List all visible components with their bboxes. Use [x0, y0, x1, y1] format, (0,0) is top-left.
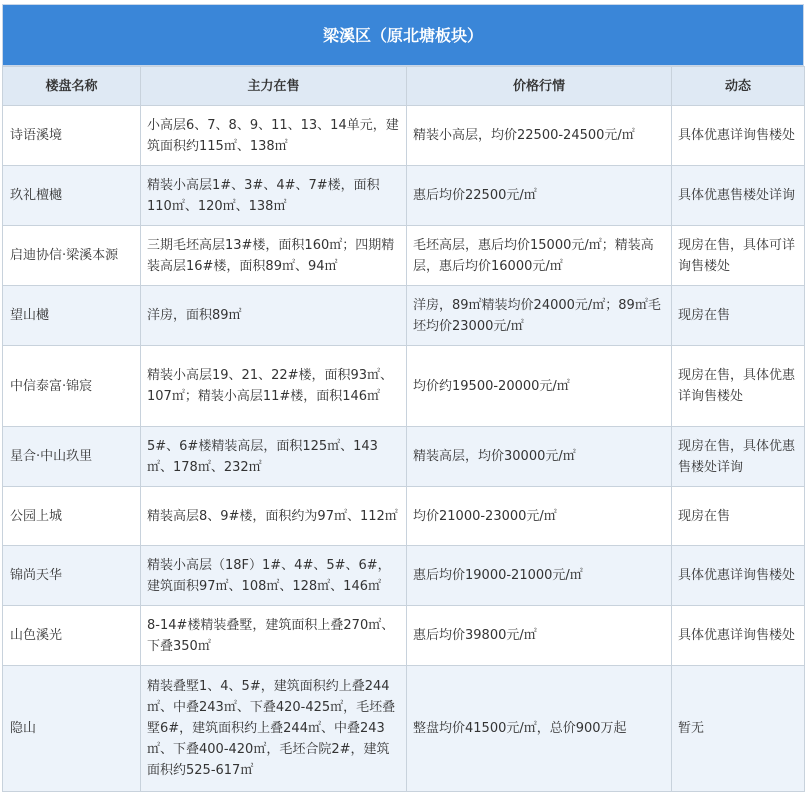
cell-units: 8-14#楼精装叠墅，建筑面积上叠270㎡、下叠350㎡	[141, 606, 407, 666]
cell-name: 公园上城	[3, 487, 141, 546]
cell-name: 星合·中山玖里	[3, 427, 141, 487]
table-row	[3, 166, 805, 226]
cell-status: 具体优惠详询售楼处	[672, 546, 805, 606]
cell-status: 现房在售，具体可详询售楼处	[672, 226, 805, 286]
cell-status: 现房在售	[672, 487, 805, 546]
cell-name: 玖礼檀樾	[3, 166, 141, 226]
table-row	[3, 286, 805, 346]
cell-status: 具体优惠详询售楼处	[672, 606, 805, 666]
cell-units: 精装小高层19、21、22#楼，面积93㎡、107㎡；精装小高层11#楼，面积146㎡	[141, 346, 407, 427]
cell-units: 洋房，面积89㎡	[141, 286, 407, 346]
table-row	[3, 606, 805, 666]
cell-units: 5#、6#楼精装高层，面积125㎡、143㎡、178㎡、232㎡	[141, 427, 407, 487]
cell-price: 惠后均价39800元/㎡	[407, 606, 672, 666]
table-row	[3, 546, 805, 606]
cell-name: 锦尚天华	[3, 546, 141, 606]
header-price: 价格行情	[407, 67, 672, 106]
table-row	[3, 666, 805, 792]
cell-name: 中信泰富·锦宸	[3, 346, 141, 427]
cell-price: 均价21000-23000元/㎡	[407, 487, 672, 546]
cell-name: 隐山	[3, 666, 141, 792]
cell-status: 具体优惠售楼处详询	[672, 166, 805, 226]
table-row	[3, 427, 805, 487]
cell-price: 惠后均价22500元/㎡	[407, 166, 672, 226]
table-row	[3, 346, 805, 427]
cell-price: 精装小高层，均价22500-24500元/㎡	[407, 106, 672, 166]
cell-name: 诗语溪境	[3, 106, 141, 166]
cell-name: 望山樾	[3, 286, 141, 346]
cell-status: 现房在售，具体优惠详询售楼处	[672, 346, 805, 427]
table-row	[3, 226, 805, 286]
header-status: 动态	[672, 67, 805, 106]
cell-units: 三期毛坯高层13#楼，面积160㎡；四期精装高层16#楼，面积89㎡、94㎡	[141, 226, 407, 286]
cell-status: 具体优惠详询售楼处	[672, 106, 805, 166]
cell-status: 暂无	[672, 666, 805, 792]
cell-name: 山色溪光	[3, 606, 141, 666]
cell-units: 精装小高层1#、3#、4#、7#楼，面积110㎡、120㎡、138㎡	[141, 166, 407, 226]
header-row	[3, 67, 805, 106]
cell-units: 精装高层8、9#楼，面积约为97㎡、112㎡	[141, 487, 407, 546]
cell-units: 精装小高层（18F）1#、4#、5#、6#，建筑面积97㎡、108㎡、128㎡、146㎡	[141, 546, 407, 606]
cell-price: 惠后均价19000-21000元/㎡	[407, 546, 672, 606]
listing-table-container	[2, 4, 804, 792]
cell-price: 毛坯高层，惠后均价15000元/㎡；精装高层，惠后均价16000元/㎡	[407, 226, 672, 286]
listing-table	[2, 66, 805, 792]
cell-status: 现房在售，具体优惠售楼处详询	[672, 427, 805, 487]
cell-price: 洋房，89㎡精装均价24000元/㎡；89㎡毛坯均价23000元/㎡	[407, 286, 672, 346]
table-row	[3, 487, 805, 546]
cell-price: 精装高层，均价30000元/㎡	[407, 427, 672, 487]
cell-units: 精装叠墅1、4、5#，建筑面积约上叠244㎡、中叠243㎡、下叠420-425㎡，毛坯叠墅6#，建筑面积约上叠244㎡、中叠243㎡、下叠400-420㎡，毛坯合院2#，建筑面积约525-617㎡	[141, 666, 407, 792]
table-row	[3, 106, 805, 166]
cell-name: 启迪协信·梁溪本源	[3, 226, 141, 286]
cell-status: 现房在售	[672, 286, 805, 346]
cell-price: 整盘均价41500元/㎡，总价900万起	[407, 666, 672, 792]
cell-price: 均价约19500-20000元/㎡	[407, 346, 672, 427]
table-title: 梁溪区（原北塘板块）	[2, 4, 804, 66]
cell-units: 小高层6、7、8、9、11、13、14单元，建筑面积约115㎡、138㎡	[141, 106, 407, 166]
header-name: 楼盘名称	[3, 67, 141, 106]
header-units: 主力在售	[141, 67, 407, 106]
